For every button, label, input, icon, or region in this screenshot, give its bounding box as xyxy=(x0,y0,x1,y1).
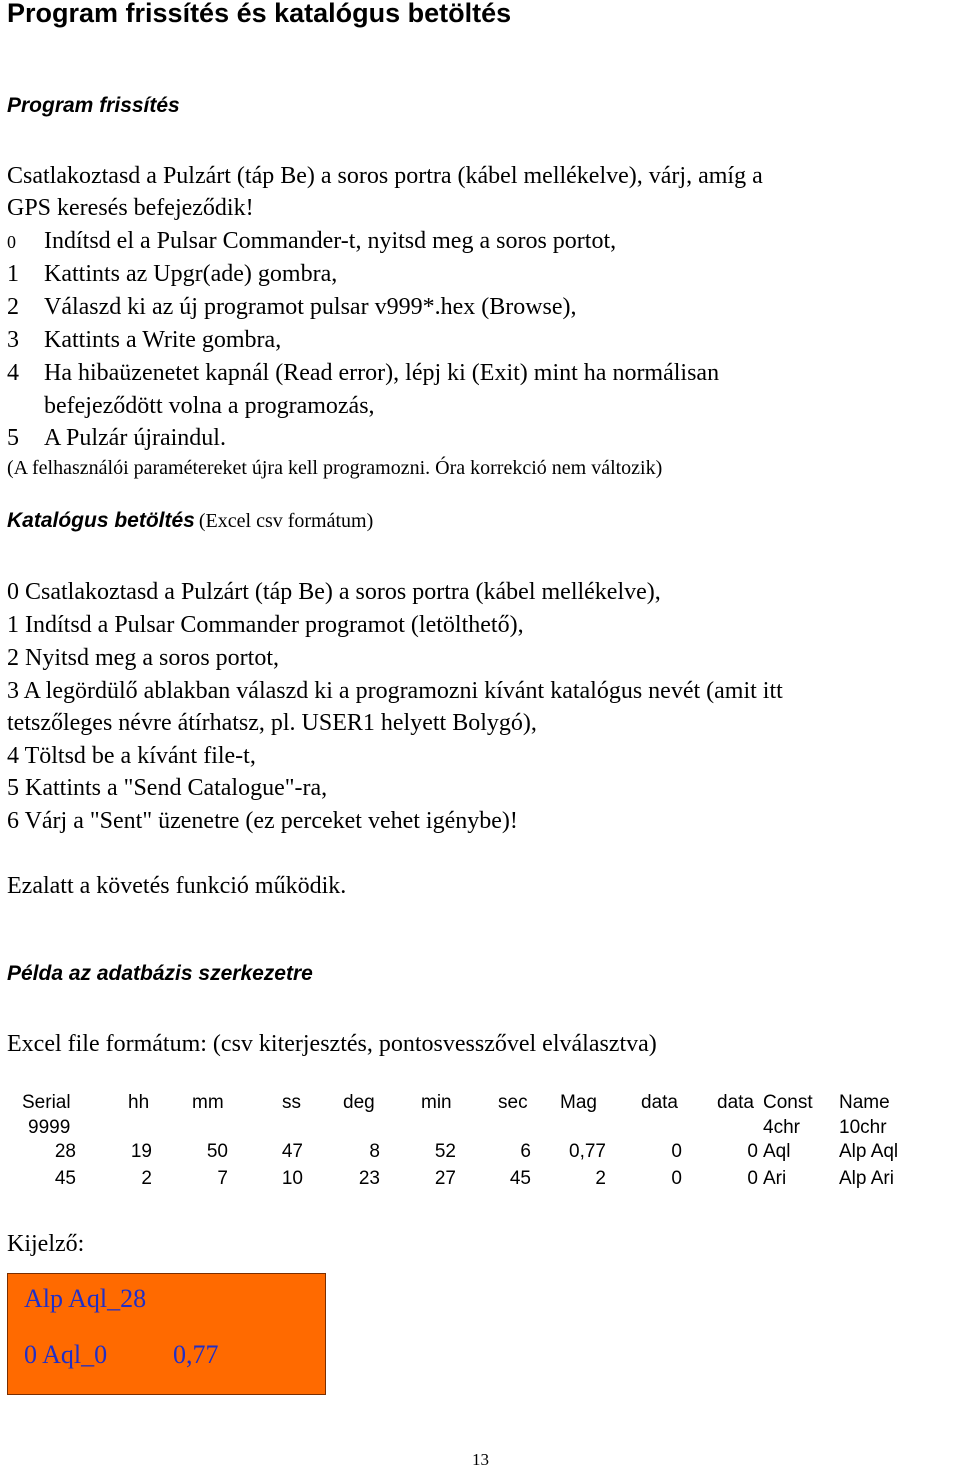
catalog-line-2: 2 Nyitsd meg a soros portot, xyxy=(7,645,279,671)
table-header: data xyxy=(641,1092,678,1113)
step-text: Kattints az Upgr(ade) gombra, xyxy=(44,261,338,287)
catalog-line-4: 4 Töltsd be a kívánt file-t, xyxy=(7,743,256,769)
table-header: Const xyxy=(763,1092,813,1113)
step-number: 2 xyxy=(7,294,19,320)
table-cell: 0,77 xyxy=(569,1141,606,1162)
display-label: Kijelző: xyxy=(7,1231,85,1257)
catalog-footer: Ezalatt a követés funkció működik. xyxy=(7,873,347,899)
step-text: Kattints a Write gombra, xyxy=(44,327,282,353)
section-heading-example: Példa az adatbázis szerkezetre xyxy=(7,962,313,985)
table-cell: 7 xyxy=(217,1168,228,1189)
note-text: (A felhasználói paramétereket újra kell programozni. Óra korrekció nem változik) xyxy=(7,457,663,479)
table-subheader: 9999 xyxy=(28,1117,71,1138)
catalog-line-3-continued: tetszőleges névre átírhatsz, pl. USER1 helyett Bolygó), xyxy=(7,710,537,736)
step-text: Indítsd el a Pulsar Commander-t, nyitsd meg a soros portot, xyxy=(44,228,617,254)
table-cell: Aql xyxy=(763,1141,791,1162)
table-cell: 23 xyxy=(358,1168,380,1189)
section-heading-suffix: (Excel csv formátum) xyxy=(198,510,374,532)
table-cell: 50 xyxy=(206,1141,228,1162)
table-header: deg xyxy=(343,1092,375,1113)
table-cell: 6 xyxy=(520,1141,531,1162)
step-5 xyxy=(7,422,226,454)
table-header: mm xyxy=(192,1092,224,1113)
format-line: Excel file formátum: (csv kiterjesztés, pontosvesszővel elválasztva) xyxy=(7,1031,657,1057)
section-heading-program-update: Program frissítés xyxy=(7,94,180,117)
intro-line-2: GPS keresés befejeződik! xyxy=(7,195,254,221)
catalog-line-0: 0 Csatlakoztasd a Pulzárt (táp Be) a soros portra (kábel mellékelve), xyxy=(7,579,661,605)
step-0 xyxy=(7,225,616,258)
table-header: sec xyxy=(498,1092,528,1113)
table-cell: Alp Aql xyxy=(839,1141,899,1162)
table-cell: 45 xyxy=(54,1168,76,1189)
table-header: hh xyxy=(128,1092,150,1113)
step-number: 1 xyxy=(7,261,19,287)
catalog-line-1: 1 Indítsd a Pulsar Commander programot (letölthető), xyxy=(7,612,524,638)
step-text: befejeződött volna a programozás, xyxy=(44,393,375,419)
catalog-heading-line xyxy=(7,509,373,533)
table-cell: Alp Ari xyxy=(839,1168,894,1189)
step-text: A Pulzár újraindul. xyxy=(44,425,226,451)
page-title: Program frissítés és katalógus betöltés xyxy=(7,0,512,28)
example-table xyxy=(0,1092,960,1202)
table-cell: 27 xyxy=(434,1168,456,1189)
step-number: 3 xyxy=(7,327,19,353)
table-subheader: 4chr xyxy=(763,1117,800,1138)
table-cell: 8 xyxy=(369,1141,380,1162)
step-2 xyxy=(7,291,577,323)
table-cell: 2 xyxy=(595,1168,606,1189)
table-subheader: 10chr xyxy=(839,1117,887,1138)
table-header: Name xyxy=(839,1092,890,1113)
catalog-line-5: 5 Kattints a "Send Catalogue"-ra, xyxy=(7,775,328,801)
table-header: Serial xyxy=(22,1092,71,1113)
display-panel xyxy=(7,1273,326,1395)
table-cell: 45 xyxy=(509,1168,531,1189)
step-1 xyxy=(7,258,337,290)
page-number: 13 xyxy=(472,1450,489,1469)
table-cell: 0 xyxy=(671,1168,682,1189)
intro-line-1: Csatlakoztasd a Pulzárt (táp Be) a soros portra (kábel mellékelve), várj, amíg a xyxy=(7,163,763,189)
section-heading-catalog: Katalógus betöltés xyxy=(7,509,195,532)
step-3 xyxy=(7,324,281,356)
step-4-continued xyxy=(7,390,375,422)
table-header: Mag xyxy=(560,1092,597,1113)
display-line-2-right: 0,77 xyxy=(173,1340,219,1369)
display-line-2-left: 0 Aql_0 xyxy=(24,1340,108,1369)
table-header: data xyxy=(717,1092,754,1113)
table-cell: 0 xyxy=(747,1168,758,1189)
catalog-line-6: 6 Várj a "Sent" üzenetre (ez perceket vehet igénybe)! xyxy=(7,808,518,834)
table-cell: 0 xyxy=(747,1141,758,1162)
table-cell: 19 xyxy=(130,1141,152,1162)
catalog-line-3: 3 A legördülő ablakban válaszd ki a programozni kívánt katalógus nevét (amit itt xyxy=(7,678,783,704)
table-cell: 0 xyxy=(671,1141,682,1162)
table-cell: 2 xyxy=(141,1168,152,1189)
step-number: 4 xyxy=(7,360,19,386)
table-cell: 28 xyxy=(54,1141,76,1162)
step-text: Ha hibaüzenetet kapnál (Read error), lépj ki (Exit) mint ha normálisan xyxy=(44,360,720,386)
step-number: 5 xyxy=(7,425,19,451)
table-cell: 47 xyxy=(281,1141,303,1162)
display-line-1: Alp Aql_28 xyxy=(24,1284,147,1313)
table-cell: 10 xyxy=(281,1168,303,1189)
step-text: Válaszd ki az új programot pulsar v999*.hex (Browse), xyxy=(44,294,577,320)
table-header: min xyxy=(421,1092,452,1113)
step-4 xyxy=(7,357,719,389)
table-header: ss xyxy=(282,1092,301,1113)
table-cell: 52 xyxy=(434,1141,456,1162)
step-number: 0 xyxy=(7,232,16,252)
table-cell: Ari xyxy=(763,1168,787,1189)
